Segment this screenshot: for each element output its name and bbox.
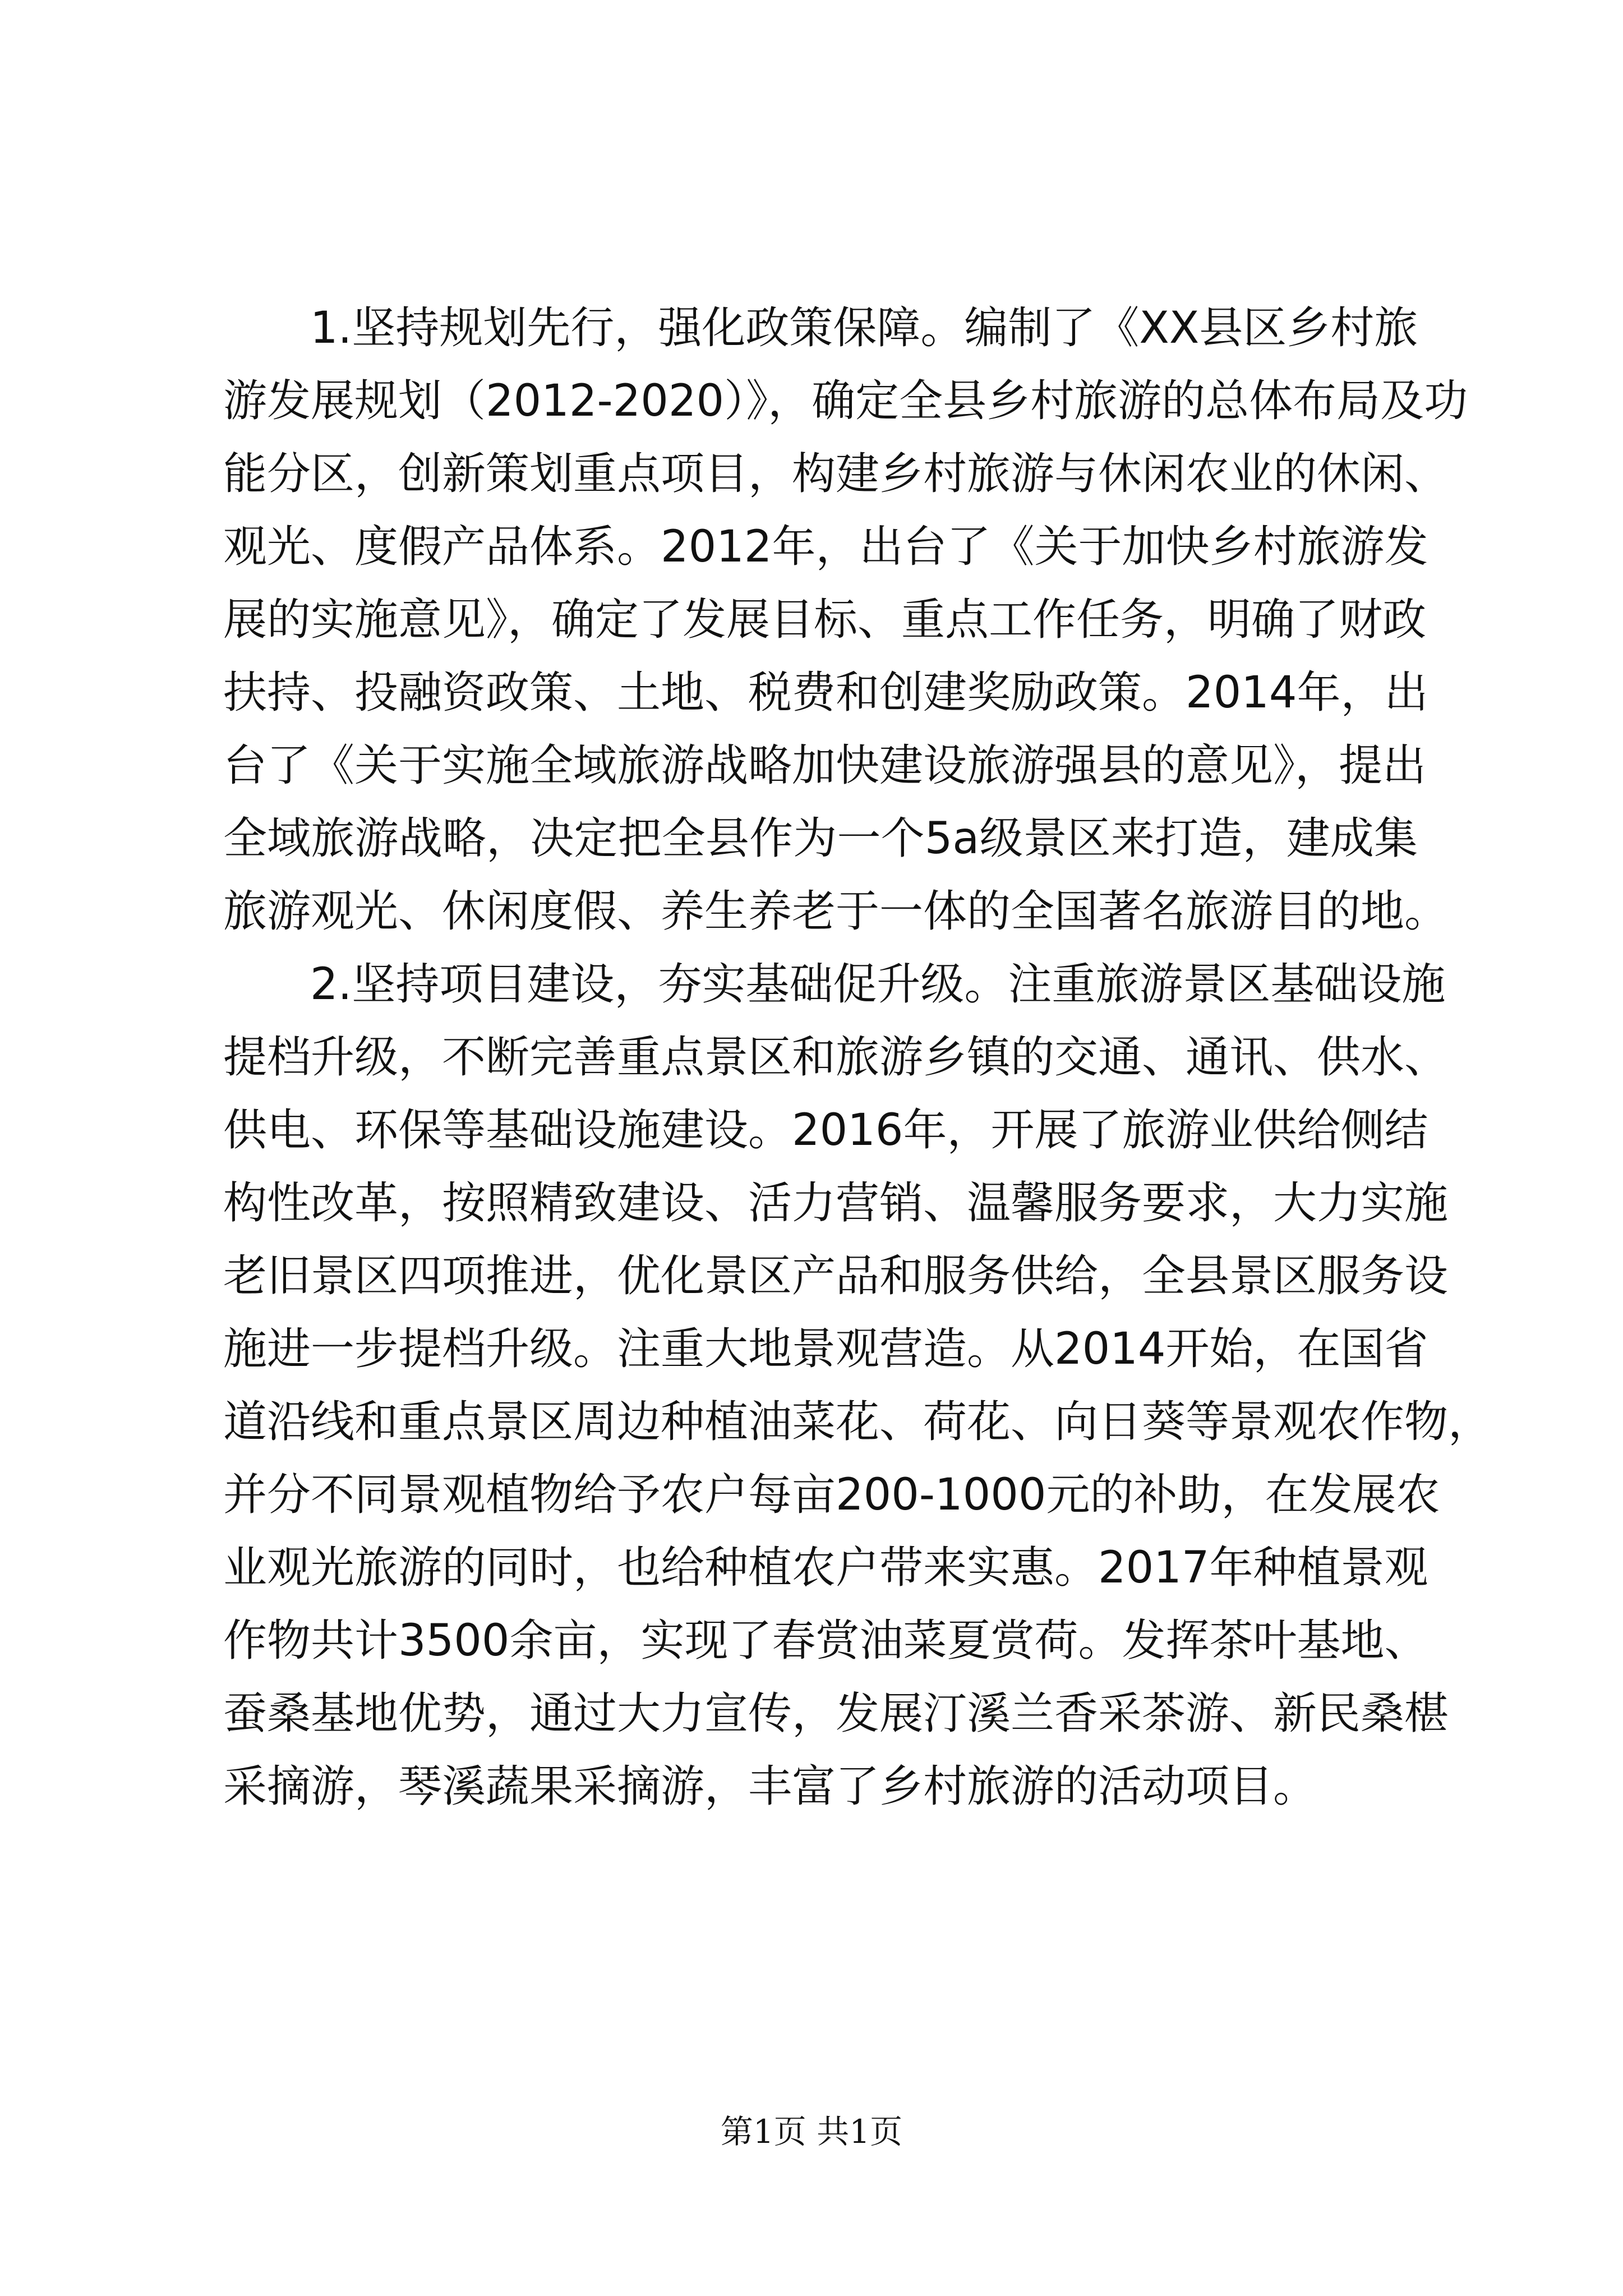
paragraph-1-line: 扶持、投融资政策、土地、税费和创建奖励政策。2014年，出: [223, 668, 1428, 718]
paragraph-2-line: 采摘游，琴溪蔬果采摘游，丰富了乡村旅游的活动项目。: [223, 1761, 1317, 1812]
paragraph-1-line: 观光、度假产品体系。2012年，出台了《关于加快乡村旅游发: [223, 522, 1428, 572]
paragraph-2-line: 提档升级，不断完善重点景区和旅游乡镇的交通、通讯、供水、: [223, 1032, 1449, 1083]
paragraph-2-line: 供电、环保等基础设施建设。2016年，开展了旅游业供给侧结: [223, 1105, 1428, 1156]
paragraph-2-line: 老旧景区四项推进，优化景区产品和服务供给，全县景区服务设: [223, 1251, 1449, 1301]
paragraph-1-line: 能分区，创新策划重点项目，构建乡村旅游与休闲农业的休闲、: [223, 449, 1449, 499]
paragraph-2-line: 作物共计3500余亩，实现了春赏油菜夏赏荷。发挥茶叶基地、: [223, 1616, 1428, 1666]
paragraph-1-line: 游发展规划（2012-2020）》，确定全县乡村旅游的总体布局及功: [223, 376, 1468, 426]
paragraph-2-line: 蚕桑基地优势，通过大力宣传，发展汀溪兰香采茶游、新民桑椹: [223, 1688, 1449, 1739]
paragraph-1-line: 1.坚持规划先行，强化政策保障。编制了《XX县区乡村旅: [310, 303, 1418, 353]
paragraph-1-line: 展的实施意见》，确定了发展目标、重点工作任务，明确了财政: [223, 595, 1427, 645]
paragraph-2-line: 并分不同景观植物给予农户每亩200-1000元的补助，在发展农: [223, 1470, 1440, 1520]
paragraph-2-line: 业观光旅游的同时，也给种植农户带来实惠。2017年种植景观: [223, 1543, 1428, 1593]
paragraph-2-line: 构性改革，按照精致建设、活力营销、温馨服务要求，大力实施: [223, 1178, 1449, 1228]
paragraph-1-line: 台了《关于实施全域旅游战略加快建设旅游强县的意见》，提出: [223, 740, 1427, 791]
paragraph-2-line: 施进一步提档升级。注重大地景观营造。从2014开始，在国省: [223, 1324, 1428, 1374]
paragraph-1-line: 旅游观光、休闲度假、养生养老于一体的全国著名旅游目的地。: [223, 886, 1449, 937]
paragraph-2-line: 道沿线和重点景区周边种植油菜花、荷花、向日葵等景观农作物，: [223, 1397, 1492, 1447]
paragraph-2-line: 2.坚持项目建设，夯实基础促升级。注重旅游景区基础设施: [310, 959, 1446, 1010]
page-number-footer: 第1页 共1页: [720, 2113, 903, 2151]
paragraph-1-line: 全域旅游战略，决定把全县作为一个5a级景区来打造，建成集: [223, 813, 1418, 864]
